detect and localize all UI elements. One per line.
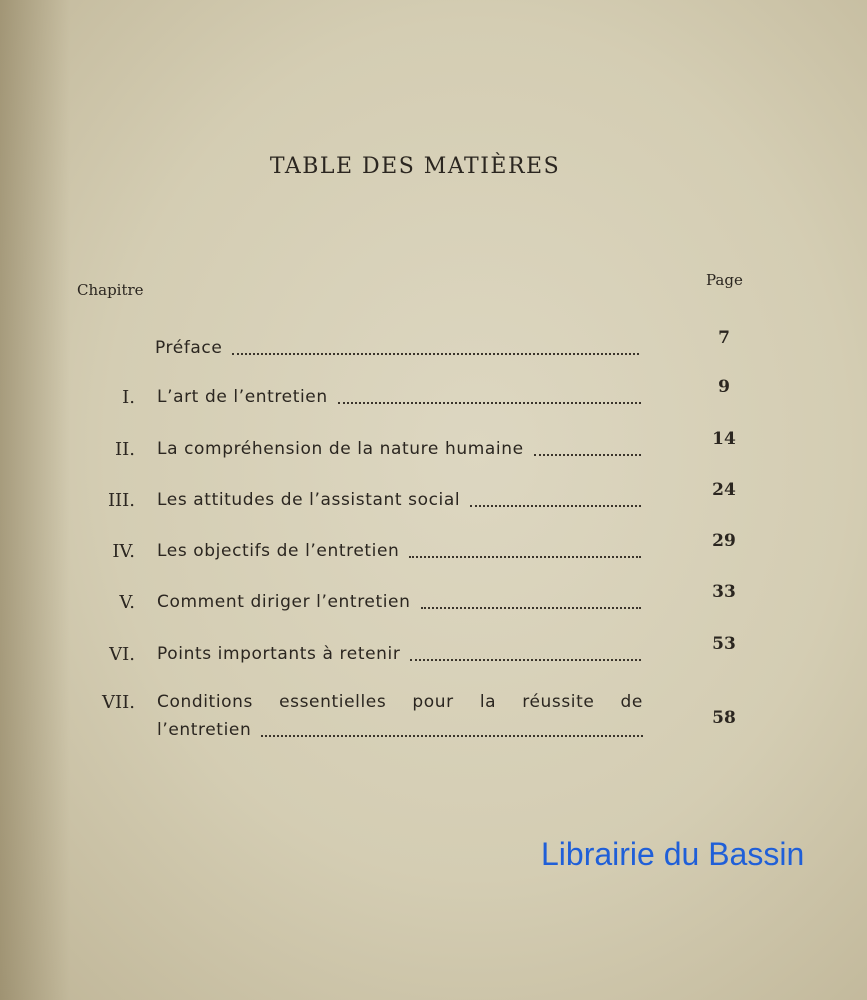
toc-entry-2 bbox=[0, 429, 867, 469]
toc-entry-page: 24 bbox=[712, 480, 736, 500]
toc-line bbox=[157, 592, 641, 612]
toc-entry-title: Points importants à retenir bbox=[157, 644, 401, 664]
toc-line bbox=[157, 387, 641, 407]
toc-entry-number: VII. bbox=[102, 692, 135, 713]
dot-leader bbox=[421, 607, 642, 609]
toc-entry-5 bbox=[0, 582, 867, 622]
toc-entry-number: III. bbox=[107, 490, 135, 511]
toc-entry-title: Les attitudes de l’assistant social bbox=[157, 490, 461, 510]
toc-entry-title: Les objectifs de l’entretien bbox=[157, 541, 400, 561]
toc-entry-page: 29 bbox=[712, 531, 736, 551]
toc-entry-number: II. bbox=[115, 439, 135, 460]
toc-entry-3 bbox=[0, 480, 867, 520]
toc-line bbox=[157, 490, 641, 510]
toc-line bbox=[157, 541, 641, 561]
bookseller-watermark: Librairie du Bassin bbox=[541, 836, 805, 872]
toc-entry-page: 7 bbox=[718, 328, 730, 348]
toc-entry-page: 14 bbox=[712, 429, 736, 449]
dot-leader bbox=[338, 402, 641, 404]
toc-entry-title-line1: Conditions essentielles pour la réussite de bbox=[157, 692, 643, 712]
toc-entry-preface bbox=[0, 328, 867, 368]
toc-entry-title-line2: l’entretien bbox=[157, 720, 252, 740]
toc-entry-page: 33 bbox=[712, 582, 736, 602]
toc-entry-title: Comment diriger l’entretien bbox=[157, 592, 411, 612]
page-title: TABLE DES MATIÈRES bbox=[269, 154, 561, 179]
dot-leader bbox=[470, 505, 641, 507]
toc-line bbox=[155, 338, 639, 358]
dot-leader bbox=[232, 353, 639, 355]
toc-entry-number: V. bbox=[119, 592, 135, 613]
toc-line bbox=[157, 644, 641, 664]
toc-line bbox=[157, 439, 641, 459]
dot-leader bbox=[410, 659, 641, 661]
toc-entry-number: I. bbox=[122, 387, 135, 408]
toc-entry-1 bbox=[0, 377, 867, 417]
toc-entry-number: IV. bbox=[112, 541, 135, 562]
page-column-label: Page bbox=[706, 271, 743, 289]
toc-entry-title: Préface bbox=[155, 338, 223, 358]
toc-entry-7 bbox=[0, 692, 867, 752]
toc-entry-page: 9 bbox=[718, 377, 730, 397]
toc-entry-6 bbox=[0, 634, 867, 674]
dot-leader bbox=[261, 735, 643, 737]
toc-multiline-title bbox=[157, 692, 643, 740]
dot-leader bbox=[534, 454, 641, 456]
toc-line bbox=[157, 720, 643, 740]
dot-leader bbox=[409, 556, 641, 558]
toc-entry-title: L’art de l’entretien bbox=[157, 387, 328, 407]
toc-entry-4 bbox=[0, 531, 867, 571]
toc-entry-title: La compréhension de la nature humaine bbox=[157, 439, 524, 459]
toc-entry-number: VI. bbox=[109, 644, 135, 665]
toc-entry-page: 58 bbox=[712, 708, 736, 728]
chapter-column-label: Chapitre bbox=[77, 281, 144, 299]
toc-entry-page: 53 bbox=[712, 634, 736, 654]
